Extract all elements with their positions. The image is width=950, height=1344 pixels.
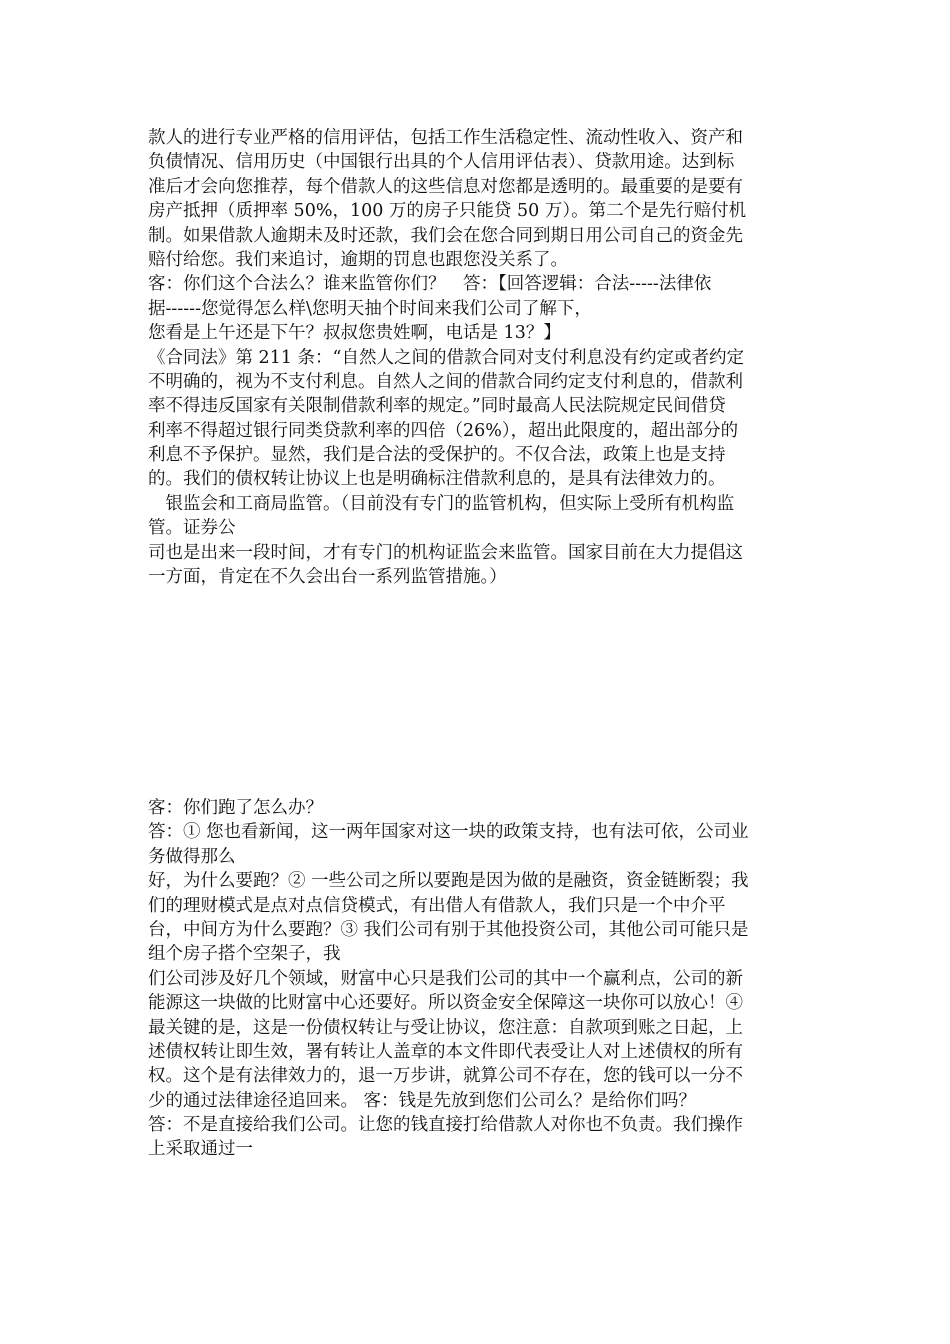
text-line: 银监会和工商局监管。（目前没有专门的监管机构，但实际上受所有机构监 xyxy=(148,493,735,514)
text-line: 利率不得超过银行同类贷款利率的四倍（26%），超出此限度的，超出部分的 xyxy=(148,420,739,441)
text-line: 台，中间方为什么要跑？③ 我们公司有别于其他投资公司，其他公司可能只是 xyxy=(148,919,749,940)
text-line: 负债情况、信用历史（中国银行出具的个人信用评估表）、贷款用途。达到标 xyxy=(148,152,735,173)
text-block-legal-explanation xyxy=(148,126,808,589)
text-line: 的。我们的债权转让协议上也是明确标注借款利息的，是具有法律效力的。 xyxy=(148,469,726,490)
text-line: 款人的进行专业严格的信用评估，包括工作生活稳定性、流动性收入、资产和 xyxy=(148,128,743,148)
text-line: 上采取通过一 xyxy=(148,1139,253,1160)
text-line: 答：不是直接给我们公司。让您的钱直接打给借款人对你也不负责。我们操作 xyxy=(148,1115,743,1136)
text-line: 组个房子搭个空架子，我 xyxy=(148,944,341,965)
text-line: 准后才会向您推荐，每个借款人的这些信息对您都是透明的。最重要的是要有 xyxy=(148,176,743,197)
text-line: 权。这个是有法律效力的，退一万步讲，就算公司不存在，您的钱可以一分不 xyxy=(148,1066,743,1087)
text-line: 答：① 您也看新闻，这一两年国家对这一块的政策支持，也有法可依，公司业 xyxy=(148,822,749,843)
text-line: 们公司涉及好几个领域，财富中心只是我们公司的其中一个赢利点，公司的新 xyxy=(148,968,743,989)
text-line: 制。如果借款人逾期未及时还款，我们会在您合同到期日用公司自己的资金先 xyxy=(148,225,743,246)
text-line: 您看是上午还是下午？叔叔您贵姓啊，电话是 13？】 xyxy=(148,323,561,344)
text-block-qa xyxy=(148,796,808,1162)
text-line: 管。证券公 xyxy=(148,518,236,539)
text-line: 少的通过法律途径追回来。 客：钱是先放到您们公司么？是给你们吗？ xyxy=(148,1090,697,1111)
text-line: 利息不予保护。显然，我们是合法的受保护的。不仅合法，政策上也是支持 xyxy=(148,445,726,466)
text-line: 《合同法》第 211 条：“自然人之间的借款合同对支付利息没有约定或者约定 xyxy=(148,347,744,368)
text-line: 率不得违反国家有关限制借款利率的规定。”同时最高人民法院规定民间借贷 xyxy=(148,396,726,417)
text-line: 房产抵押（质押率 50%，100 万的房子只能贷 50 万）。第二个是先行赔付机 xyxy=(148,201,747,222)
text-line: 司也是出来一段时间，才有专门的机构证监会来监管。国家目前在大力提倡这 xyxy=(148,542,743,563)
text-line: 赔付给您。我们来追讨，逾期的罚息也跟您没关系了。 xyxy=(148,249,568,270)
text-line: 一方面，肯定在不久会出台一系列监管措施。） xyxy=(148,567,507,588)
text-line: 务做得那么 xyxy=(148,846,236,867)
text-line: 最关键的是，这是一份债权转让与受让协议，您注意：自款项到账之日起，上 xyxy=(148,1017,743,1038)
text-line: 述债权转让即生效，署有转让人盖章的本文件即代表受让人对上述债权的所有 xyxy=(148,1041,743,1062)
text-line: 们的理财模式是点对点信贷模式，有出借人有借款人，我们只是一个中介平 xyxy=(148,895,726,916)
text-line: 客：你们这个合法么？谁来监管你们？ 答：【回答逻辑：合法-----法律依 xyxy=(148,274,712,295)
text-line: 据------您觉得怎么样\您明天抽个时间来我们公司了解下， xyxy=(148,298,592,319)
text-line: 不明确的，视为不支付利息。自然人之间的借款合同约定支付利息的，借款利 xyxy=(148,371,743,392)
text-line: 能源这一块做的比财富中心还要好。所以资金安全保障这一块你可以放心！④ xyxy=(148,993,743,1014)
text-line: 客：你们跑了怎么办？ xyxy=(148,798,323,818)
text-line: 好，为什么要跑？② 一些公司之所以要跑是因为做的是融资，资金链断裂；我 xyxy=(148,871,749,892)
